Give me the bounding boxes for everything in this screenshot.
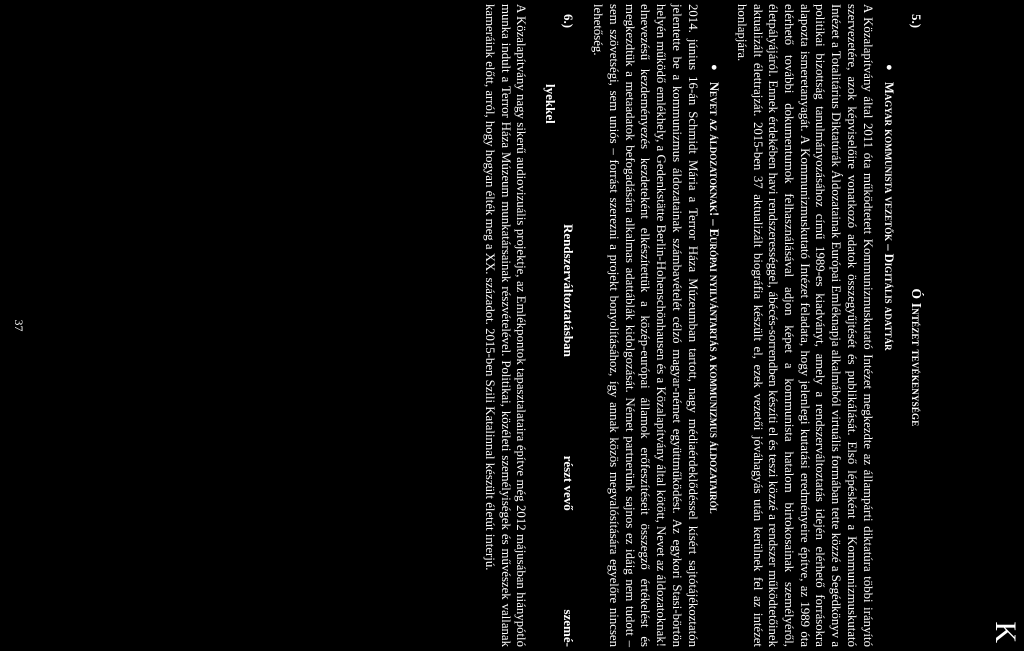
header-logo-mark: K [989,621,1022,643]
bullet-icon: ● [883,64,896,71]
section-6-title-word: szemé- [560,609,576,647]
subsection-2-title: Nevet az áldozatoknak! – Európai nyilvántartás a kommunizmus áldozatairól [707,82,722,514]
bullet-icon: ● [708,64,721,71]
subsection-2-paragraph: 2014. június 16-án Schmidt Mária a Terror Háza Múzeumban tartott, nagy médiaérdeklődéssel kísért sajtótájékoztatón jelentette be a kommunizmus áldozatainak számbavételét célzó magyar-német együttműködést. Az egykori Stasi-börtön helyén működő emlékhely, a Gedenkstätte Berlin-Hohenschönhausen és a Közalapítvány által kötött, Nevet az áldozatoknak! elnevezésű kezdeményezés kezdeteként elkészítettük a közép-európai államok erőfeszítéseit összegző értékelést és megkezdtük a metaadatok befogadására alkalmas adattáblák kidolgozását. Német partnerünk sajnos ez idáig nem tudott – sem szövetségi, sem uniós – forrást szerezni a projekt bonyolításához, így annak közös megvalósítására egyelőre nincsen lehetőség. [591,4,700,647]
section-6-heading [560,14,576,647]
section-6-title-word: Rendszerváltoztatásban [560,224,576,357]
section-6-title-continuation: lyekkel [542,84,558,124]
section-6-number: 6.) [560,14,576,29]
section-5-heading [908,14,924,647]
section-6-title-word: részt vevő [560,455,576,511]
page-number: 37 [11,319,26,332]
section-5-title: Ó Intézet tevékenysége [909,288,924,427]
subsection-1-title: Magyar kommunista vezetők – Digitális adattár [882,82,897,351]
section-6-title [560,84,576,647]
section-5-number: 5.) [909,14,924,29]
subsection-2-heading [706,64,722,647]
subsection-1-heading [881,64,897,647]
section-6-paragraph: A Közalapítvány nagy sikerű audiovizuális projektje, az Emlékpontok tapasztalataira építve még 2012 májusában hiánypótló munka indult a Terror Háza Múzeum munkatársainak részvételével. Politikai, közéleti személyiségek és művészek vallanak kameráink előtt, arról, hogy hogyan élték meg a XX. századot. 2015-ben Szili Katalinnal készült életút interjú. [482,4,529,647]
subsection-1-paragraph: A Közalapítvány által 2011 óta működtetett Kommunizmuskutató Intézet megkezdte az állampárti diktatúra többi irányító szervezetére, azok képviselőire vonatkozó adatok összegyűjtését és publikálását. Első lépésként a Kommunizmuskutató Intézet a Totalitárius Diktatúrák Áldozatainak Európai Emléknapja alkalmából virtuális formában tette közzé a Segédkönyv a politikai bizottság tanulmányozásához című 1989-es kiadványt, amely a rendszerváltoztatás idején elérhető forrásokra alapozta ismeretanyagát. A Kommunizmuskutató Intézet feladata, hogy jelenlegi kutatási eredményeire építve, az 1989 óta elérhető további dokumentumok felhasználásával adjon képet a kommunista hatalom birtokosainak személyéről, életpályájáról. Ennek érdekében havi rendszerességgel, ábécés-sorrendben készíti el és teszi közzé a rendszer működtetőinek aktualizált élettrajzát. 2015-ben 37 aktualizált biográfia készült el, ezek vezetői jóváhagyás után kerülnek fel az intézet honlapjára. [734,4,875,647]
